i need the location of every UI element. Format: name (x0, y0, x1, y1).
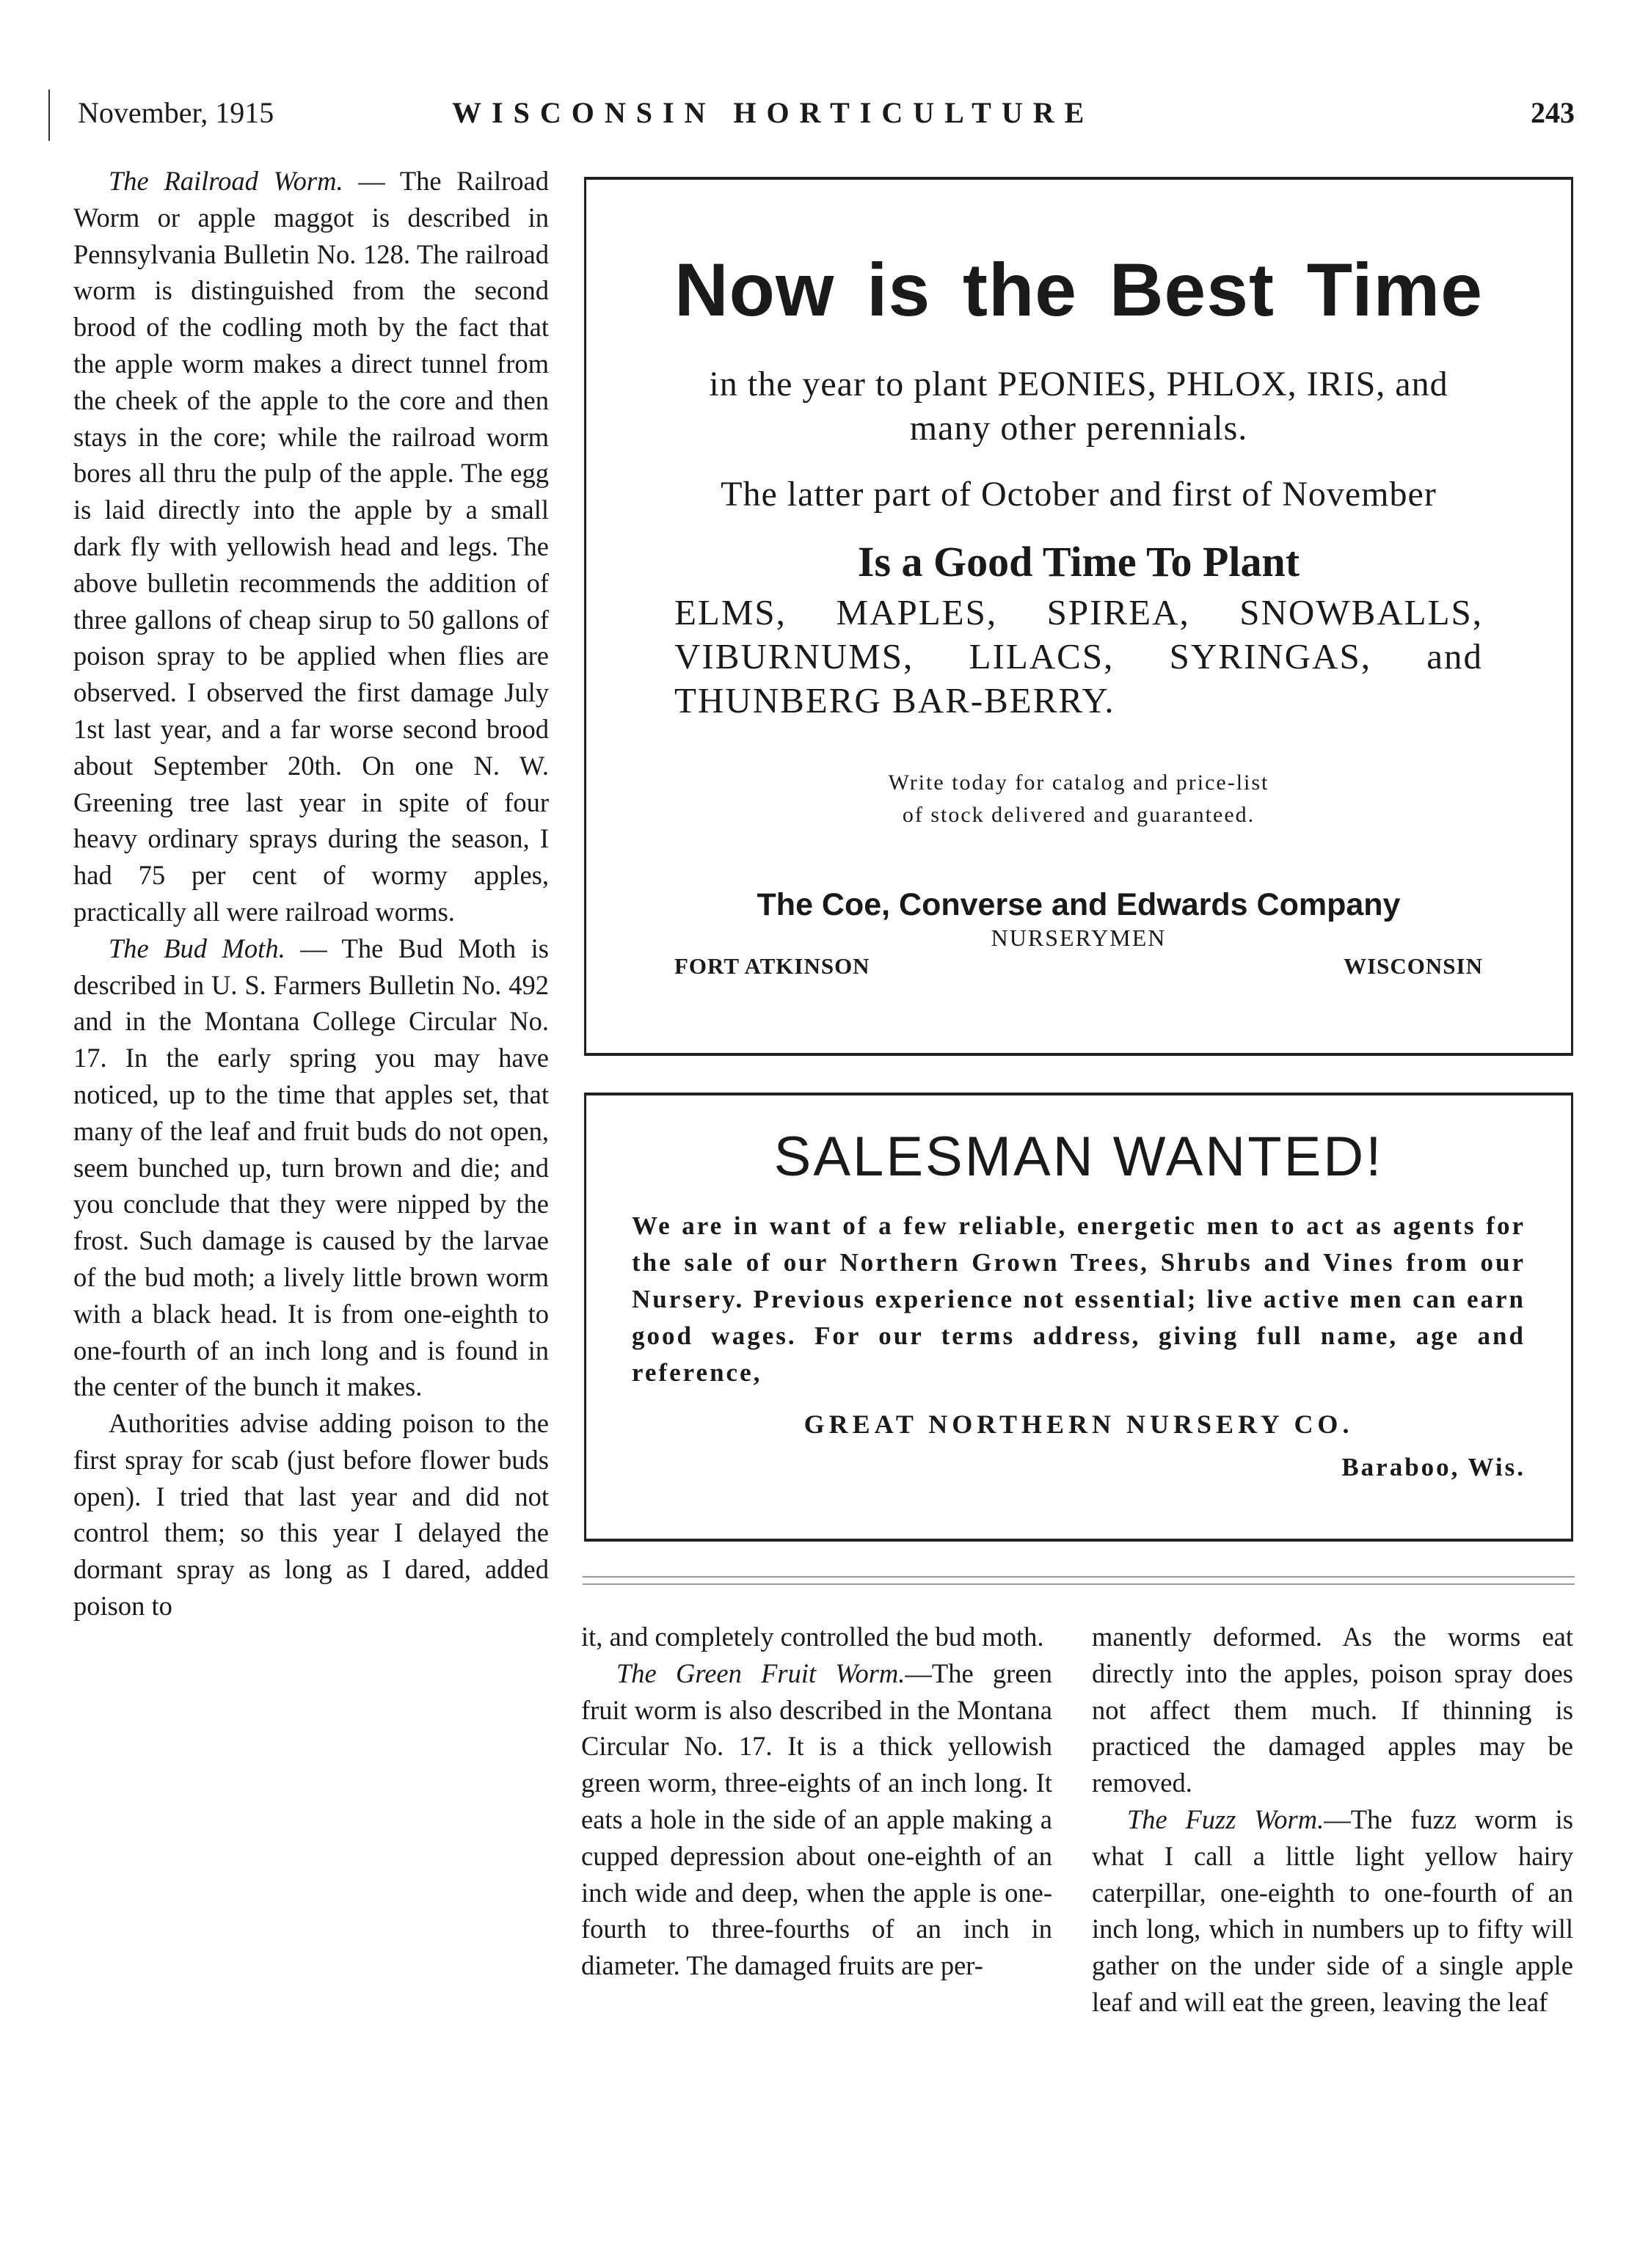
left-column (73, 163, 549, 1625)
fuzz-worm-heading: The Fuzz Worm. (1127, 1804, 1324, 1834)
page-header (70, 90, 1582, 134)
issue-date: November, 1915 (78, 96, 274, 129)
page-number: 243 (1531, 96, 1575, 129)
ad-location-row (586, 953, 1571, 980)
journal-title: WISCONSIN HORTICULTURE (452, 96, 1095, 129)
salesman-body: We are in want of a few reliable, energetic men to act as agents for the sale of our Northern Grown Trees, Shrubs and Vines from our Nursery. Previous experience not essential; live active men can earn good wages. For our terms address, giving full name, age and reference, (632, 1211, 1526, 1387)
nursery-advertisement (584, 177, 1573, 1056)
salesman-advertisement (584, 1093, 1573, 1542)
ad-headline: Now is the Best Time (674, 248, 1483, 332)
middle-column (581, 1619, 1052, 1984)
salesman-headline: SALESMAN WANTED! (773, 1126, 1384, 1188)
ad-state: WISCONSIN (1344, 953, 1483, 979)
bud-moth-continued: it, and completely controlled the bud moth. (581, 1622, 1044, 1652)
ad-perennials-line: in the year to plant PEONIES, PHLOX, IRIS, and many other perennials. (709, 365, 1448, 448)
ad-company-name: The Coe, Converse and Edwards Company (757, 887, 1401, 922)
salesman-company: GREAT NORTHERN NURSERY CO. (803, 1410, 1354, 1439)
authorities-paragraph: Authorities advise adding poison to the first spray for scab (just before flower buds open). I tried that last year and did not control them; so this year I delayed the dormant spray as long as I dared, added poison to (73, 1408, 549, 1622)
green-fruit-worm-continued: manently deformed. As the worms eat directly into the apples, poison spray does not affect them much. If thinning is practiced the damaged apples may be removed. (1092, 1622, 1573, 1798)
ad-season-line: The latter part of October and first of November (721, 475, 1437, 514)
right-column (1092, 1619, 1573, 2021)
bud-moth-heading: The Bud Moth. (109, 933, 285, 963)
railroad-worm-paragraph: The Railroad Worm. — The Railroad Worm or apple maggot is described in Pennsylvania Bulletin No. 128. The railroad worm is distinguished from the second brood of the codling moth by the fact that the apple worm makes a direct tunnel from the cheek of the apple to the core and then stays in the core; while the railroad worm bores all thru the pulp of the apple. The egg is laid directly into the apple by a small dark fly with yellowish head and legs. The above bulletin recommends the addition of three gallons of cheap sirup to 50 gallons of poison spray to be applied when flies are observed. I observed the first damage July 1st last year, and a far worse second brood about September 20th. On one N. W. Greening tree last year in spite of four heavy ordinary sprays during the season, I had 75 per cent of wormy apples, practically all were railroad worms. (73, 166, 549, 927)
ad-nurserymen-label: NURSERYMEN (991, 925, 1167, 951)
bud-moth-paragraph: The Bud Moth. — The Bud Moth is described in U. S. Farmers Bulletin No. 492 and in the Montana College Circular No. 17. In the early spring you may have noticed, up to the time that apples set, that many of the leaf and fruit buds do not open, seem bunched up, turn brown and die; and you conclude that they were nipped by the frost. Such damage is caused by the larvae of the bud moth; a lively little brown worm with a black head. It is from one-eighth to one-fourth of an inch long and is found in the center of the bunch it makes. (73, 933, 550, 1402)
green-fruit-worm-heading: The Green Fruit Worm. (616, 1658, 905, 1688)
green-fruit-worm-paragraph: The Green Fruit Worm.—The green fruit worm is also described in the Montana Circular No. 17. It is a thick yellowish green worm, three-eights of an inch long. It eats a hole in the side of an apple making a cupped depression about one-eighth of an inch wide and deep, when the apple is one-fourth to three-fourths of an inch in diameter. The damaged fruits are per- (581, 1658, 1052, 1981)
railroad-worm-heading: The Railroad Worm. (109, 166, 343, 196)
section-divider (583, 1583, 1575, 1585)
fuzz-worm-paragraph: The Fuzz Worm.—The fuzz worm is what I call a little light yellow hairy caterpillar, one-eighth to one-fourth of an inch long, which in numbers up to fifty will gather on the under side of a single apple leaf and will eat the green, leaving the leaf (1092, 1804, 1573, 2017)
ad-city: FORT ATKINSON (674, 953, 870, 979)
ad-catalog-note: Write today for catalog and price-list of stock delivered and guaranteed. (888, 770, 1269, 827)
section-divider (583, 1576, 1575, 1578)
header-margin-rule (48, 90, 50, 141)
ad-subheading: Is a Good Time To Plant (857, 538, 1300, 586)
ad-plant-list: ELMS, MAPLES, SPIREA, SNOWBALLS, VIBURNUMS, LILACS, SYRINGAS, and THUNBERG BAR-BERRY. (674, 592, 1483, 721)
salesman-location: Baraboo, Wis. (1341, 1453, 1526, 1481)
